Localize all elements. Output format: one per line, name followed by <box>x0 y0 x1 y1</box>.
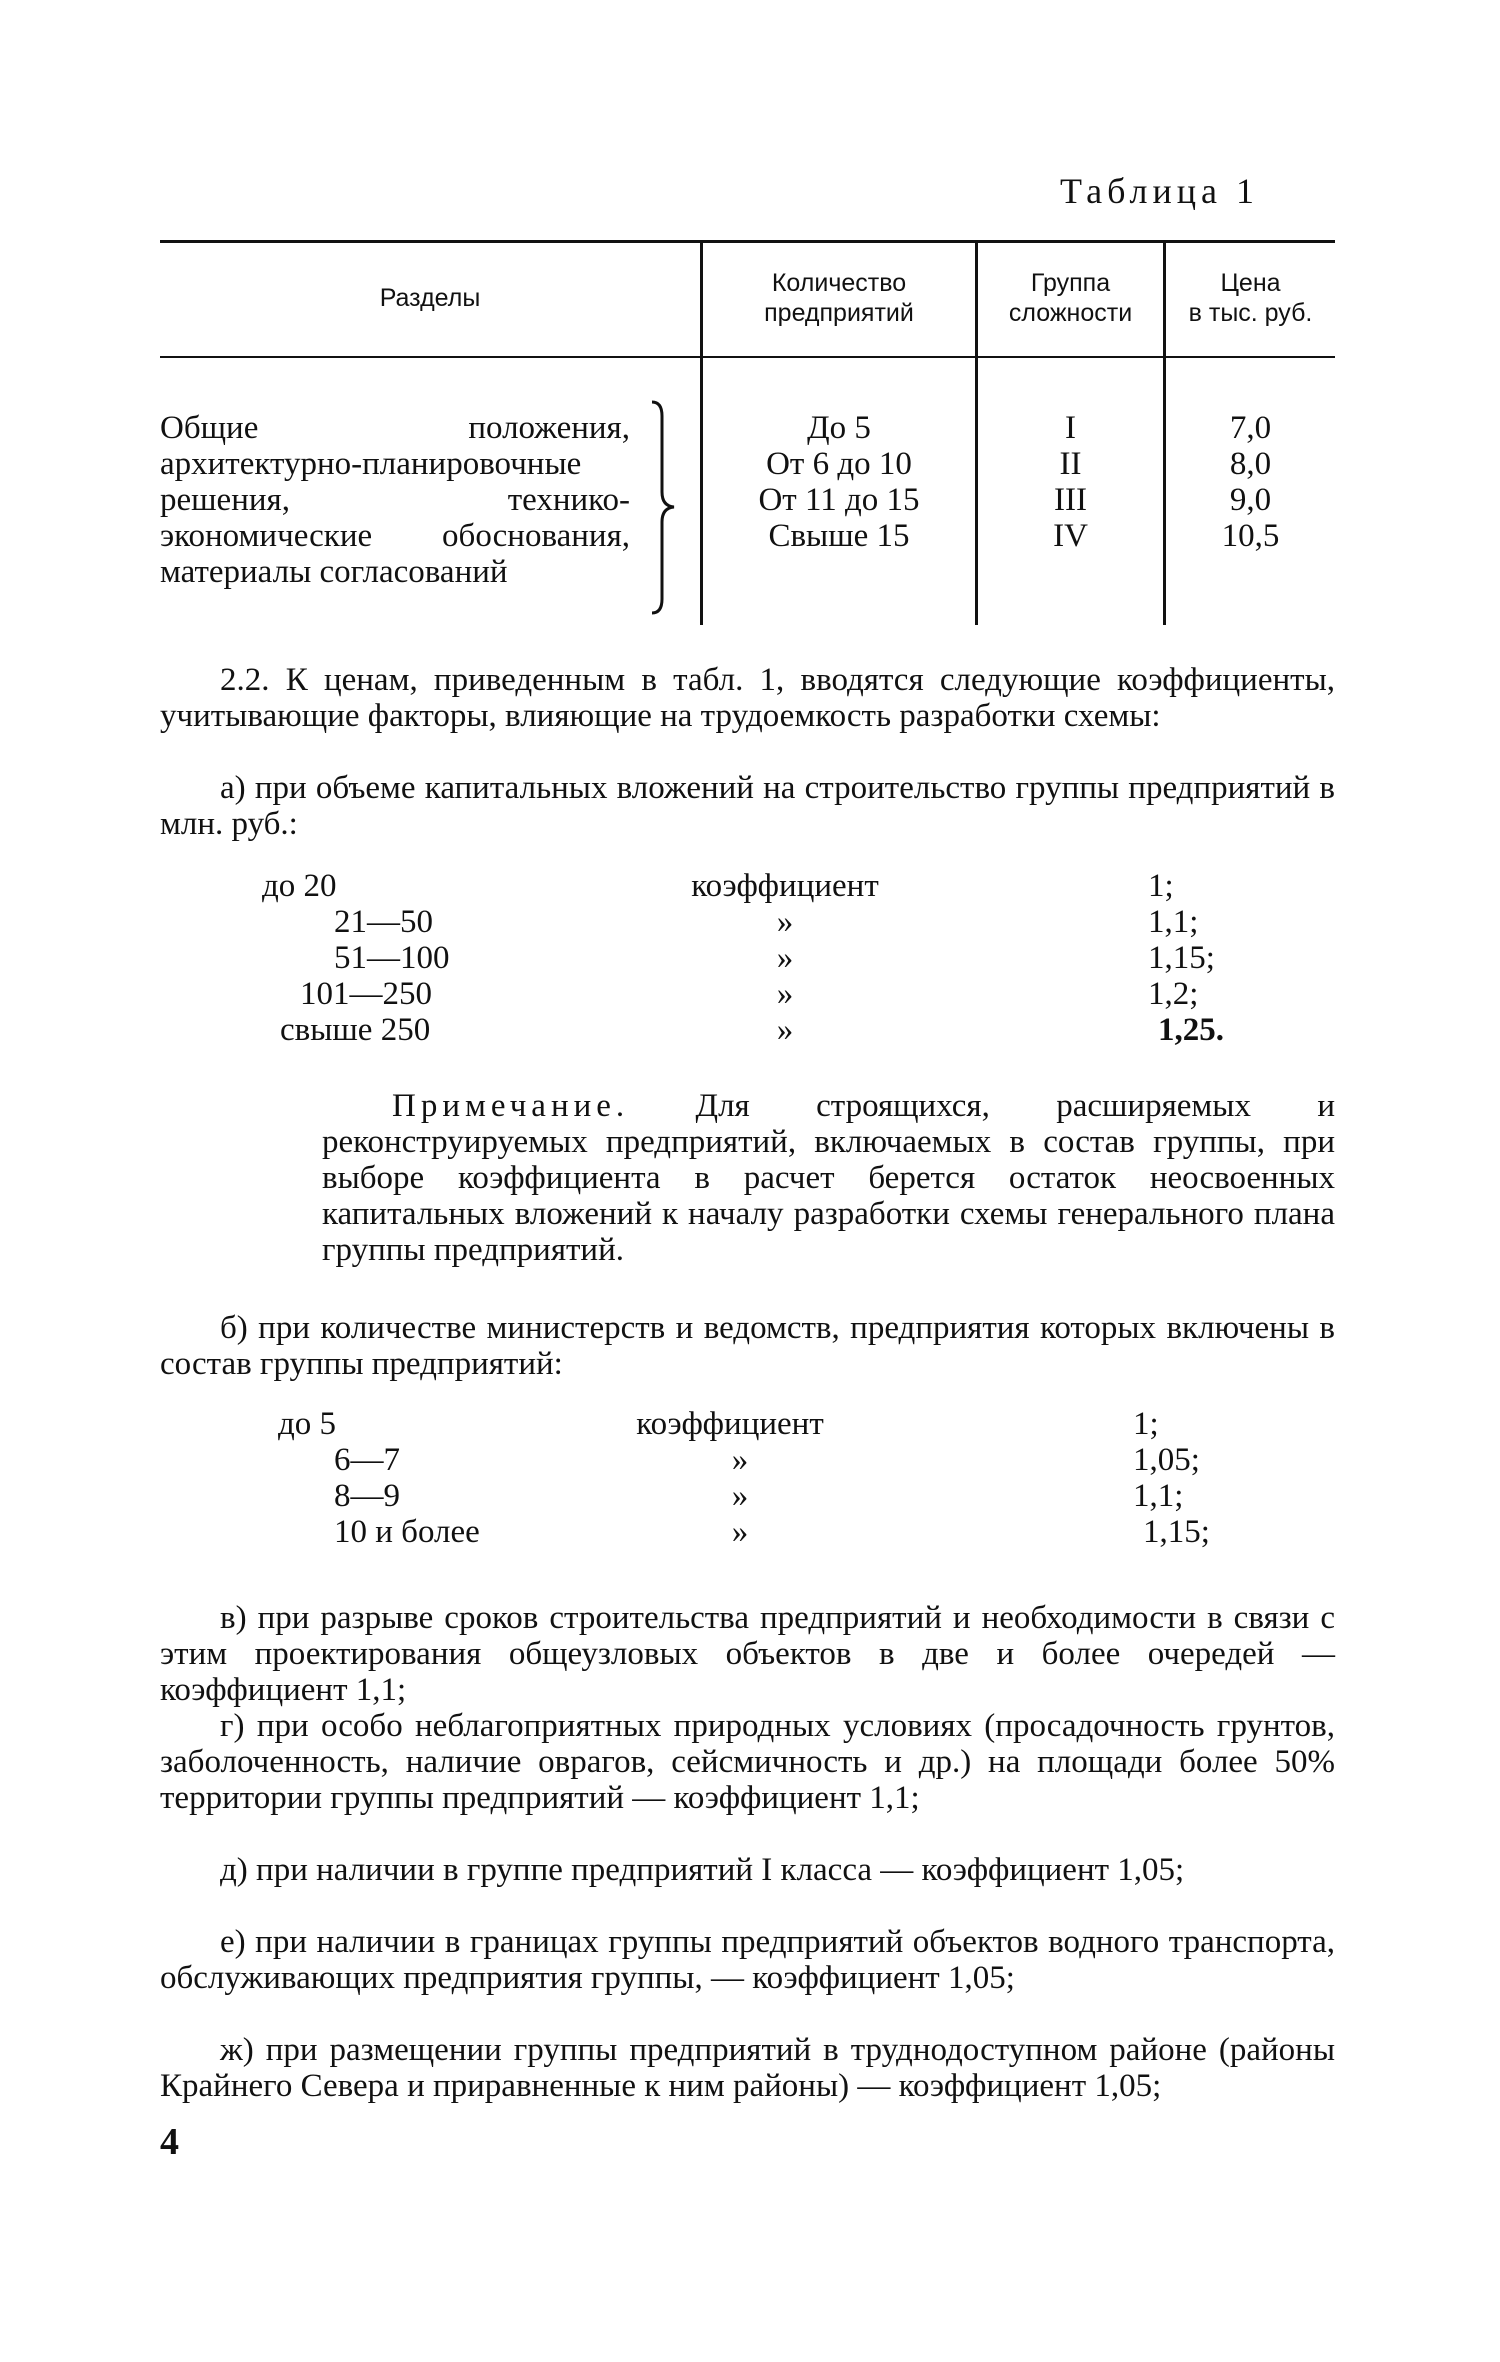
header-group: Группа сложности <box>1008 269 1133 327</box>
coef-label: » <box>731 1442 749 1478</box>
coef-label: » <box>776 904 794 940</box>
coef-value: 1,1; <box>1148 904 1199 940</box>
group-cell: III <box>1054 482 1087 518</box>
paragraph-v: в) при разрыве сроков строительства предприятий и необходимости в связи с этим проектирования общеузловых объектов в две и более очередей — коэффициент 1,1; <box>160 1600 1335 1708</box>
coef-label: » <box>776 1012 794 1048</box>
header-sections: Разделы <box>379 284 481 312</box>
coef-range: 10 и более <box>334 1514 480 1550</box>
coef-label: » <box>776 940 794 976</box>
note <box>322 1088 1335 1268</box>
count-cell: Свыше 15 <box>768 518 910 554</box>
page-number: 4 <box>160 2121 179 2163</box>
right-brace-icon <box>648 400 678 615</box>
coef-value: 1; <box>1133 1406 1159 1442</box>
group-cell: II <box>1059 446 1082 482</box>
count-cell: От 6 до 10 <box>766 446 912 482</box>
coef-value: 1,15; <box>1143 1514 1210 1550</box>
coef-value: 1; <box>1148 868 1174 904</box>
price-cell: 7,0 <box>1229 410 1272 446</box>
coef-a-labels <box>670 868 900 1048</box>
group-cell: I <box>1065 410 1076 446</box>
coef-range: до 20 <box>262 868 337 904</box>
price-cell: 10,5 <box>1221 518 1280 554</box>
coef-range: 51—100 <box>334 940 450 976</box>
paragraph-2-2: 2.2. К ценам, приведенным в табл. 1, вводятся следующие коэффициенты, учитывающие факторы, влияющие на трудоемкость разработки схемы: <box>160 662 1335 734</box>
coef-range: 8—9 <box>334 1478 400 1514</box>
paragraph-d: д) при наличии в группе предприятий I класса — коэффициент 1,05; <box>220 1852 1185 1888</box>
coef-range: 21—50 <box>334 904 433 940</box>
coef-label: » <box>731 1514 749 1550</box>
coef-value: 1,15; <box>1148 940 1215 976</box>
coef-value: 1,05; <box>1133 1442 1200 1478</box>
paragraph-b: б) при количестве министерств и ведомств, предприятия которых включены в состав группы предприятий: <box>160 1310 1335 1382</box>
coef-range: до 5 <box>278 1406 337 1442</box>
note-text: Для строящихся, расширяемых и реконструируемых предприятий, включаемых в состав группы, при выборе коэффициента в расчет берется остаток неосвоенных капитальных вложений к началу разработки схемы генерального плана группы предприятий. <box>322 1088 1335 1268</box>
coef-value: 1,2; <box>1148 976 1199 1012</box>
count-cell: До 5 <box>807 410 871 446</box>
paragraph-zh: ж) при размещении группы предприятий в труднодоступном районе (районы Крайнего Севера и приравненные к ним районы) — коэффициент 1,05; <box>160 2032 1335 2104</box>
price-table <box>160 240 1335 625</box>
count-column <box>703 410 975 554</box>
coef-a-values <box>1148 868 1224 1048</box>
coef-label: коэффициент <box>691 868 879 904</box>
coef-range: 101—250 <box>300 976 432 1012</box>
group-cell: IV <box>1053 518 1088 554</box>
price-cell: 8,0 <box>1229 446 1272 482</box>
group-column <box>978 410 1163 554</box>
coef-value: 1,25. <box>1158 1012 1224 1048</box>
table-header-rule <box>160 356 1335 358</box>
coef-label: » <box>776 976 794 1012</box>
paragraph-e: е) при наличии в границах группы предприятий объектов водного транспорта, обслуживающих предприятия группы, — коэффициент 1,05; <box>160 1924 1335 1996</box>
coef-b-ranges <box>278 1406 480 1550</box>
price-cell: 9,0 <box>1229 482 1272 518</box>
price-column <box>1166 410 1335 554</box>
coef-range: 6—7 <box>334 1442 400 1478</box>
table-caption: Таблица 1 <box>1060 171 1259 211</box>
paragraph-a: а) при объеме капитальных вложений на строительство группы предприятий в млн. руб.: <box>160 770 1335 842</box>
coef-a-ranges <box>262 868 450 1048</box>
coef-b-labels <box>615 1406 845 1550</box>
header-price: Цена в тыс. руб. <box>1188 269 1313 327</box>
section-description: Общие положения, архитектурно-планировочные решения, технико-экономические обоснования, материалы согласований <box>160 410 630 590</box>
paragraph-g: г) при особо неблагоприятных природных условиях (просадочность грунтов, заболоченность, наличие оврагов, сейсмичность и др.) на площади более 50% территории группы предприятий — коэффициент 1,1; <box>160 1708 1335 1816</box>
header-count: Количество предприятий <box>764 269 914 327</box>
note-title: Примечание. <box>392 1088 630 1124</box>
coef-b-values <box>1133 1406 1210 1550</box>
coef-value: 1,1; <box>1133 1478 1184 1514</box>
count-cell: От 11 до 15 <box>758 482 920 518</box>
coef-label: коэффициент <box>636 1406 824 1442</box>
coef-range: свыше 250 <box>280 1012 431 1048</box>
coef-label: » <box>731 1478 749 1514</box>
